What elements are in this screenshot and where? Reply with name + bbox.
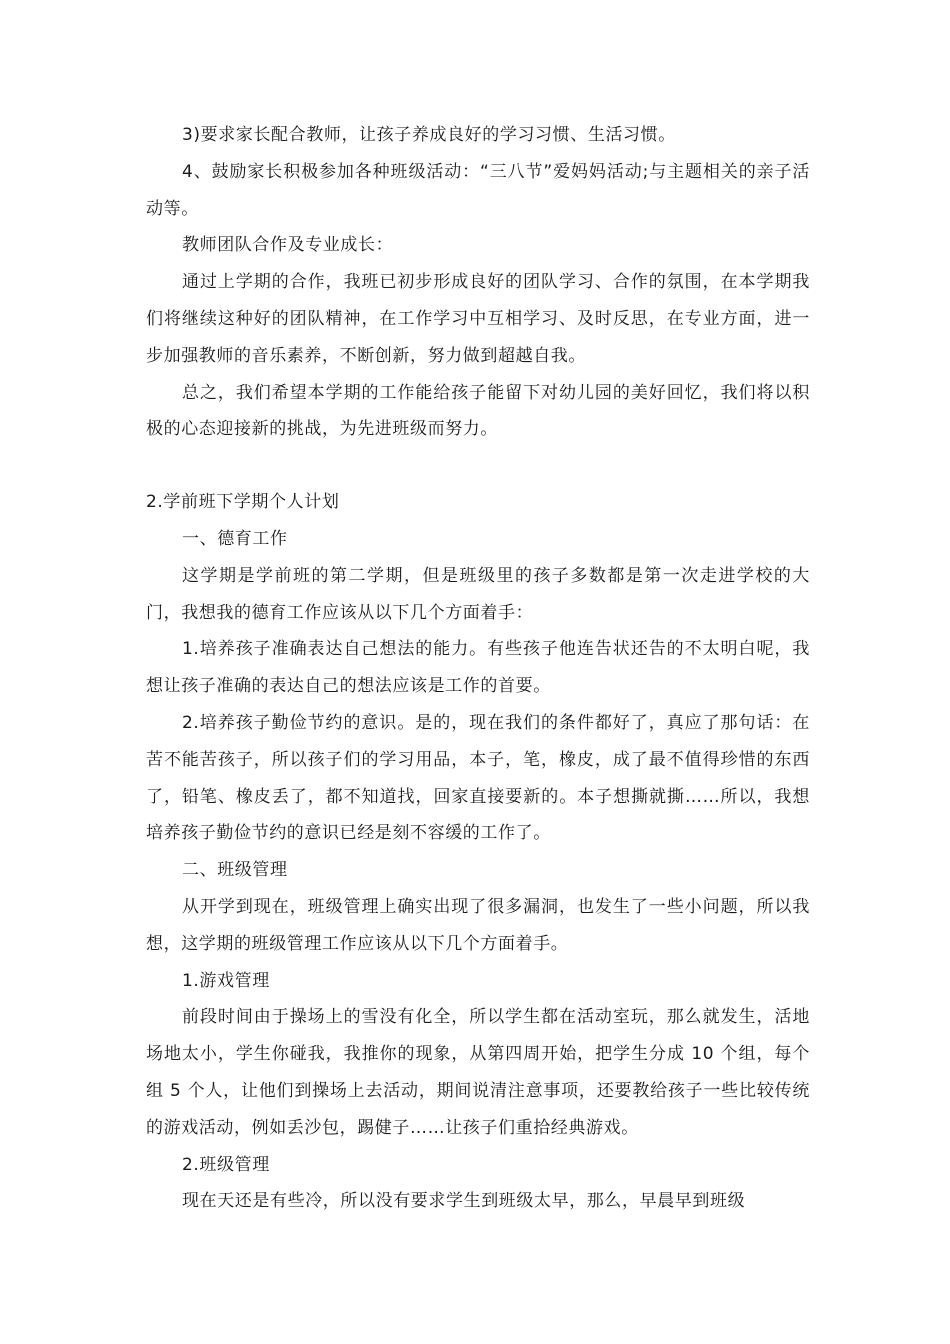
- paragraph: 4、鼓励家长积极参加各种班级活动：“三八节”爱妈妈活动;与主题相关的亲子活动等。: [146, 161, 810, 219]
- paragraph: 这学期是学前班的第二学期，但是班级里的孩子多数都是第一次走进学校的大门，我想我的德育工作应该从以下几个方面着手：: [146, 565, 810, 623]
- paragraph: 教师团队合作及专业成长：: [182, 235, 394, 256]
- paragraph: 2.学前班下学期个人计划: [146, 492, 340, 513]
- paragraph: 1.培养孩子准确表达自己想法的能力。有些孩子他连告状还告的不太明白呢，我想让孩子准确的表达自己的想法应该是工作的首要。: [146, 639, 810, 697]
- paragraph: 2.培养孩子勤俭节约的意识。是的，现在我们的条件都好了，真应了那句话：在苦不能苦孩子，所以孩子们的学习用品，本子，笔，橡皮，成了最不值得珍惜的东西了，铅笔、橡皮丢了，都不知道找，回家直接要新的。本子想撕就撕……所以，我想培养孩子勤俭节约的意识已经是刻不容缓的工作了。: [146, 712, 810, 844]
- paragraph: 2.班级管理: [182, 1154, 270, 1175]
- blank-line: [146, 448, 810, 484]
- paragraph: 总之，我们希望本学期的工作能给孩子能留下对幼儿园的美好回忆，我们将以积极的心态迎接新的挑战，为先进班级而努力。: [146, 382, 810, 440]
- paragraph: 二、班级管理: [182, 860, 288, 881]
- paragraph: 1.游戏管理: [182, 970, 270, 991]
- paragraph: 现在天还是有些冷，所以没有要求学生到班级太早，那么，早晨早到班级: [182, 1191, 746, 1212]
- paragraph: 通过上学期的合作，我班已初步形成良好的团队学习、合作的氛围，在本学期我们将继续这种好的团队精神，在工作学习中互相学习、及时反思，在专业方面，进一步加强教师的音乐素养，不断创新，努力做到超越自我。: [146, 272, 810, 366]
- paragraph: 3)要求家长配合教师，让孩子养成良好的学习习惯、生活习惯。: [182, 125, 676, 145]
- paragraph: 一、德育工作: [182, 528, 288, 549]
- paragraph: 前段时间由于操场上的雪没有化全，所以学生都在活动室玩，那么就发生，活地场地太小，学生你碰我，我推你的现象，从第四周开始，把学生分成 10 个组，每个组 5 个人，让他们到操场上去活动，期间说清注意事项，还要教给孩子一些比较传统的游戏活动，例如丢沙包，踢健子……让孩子们重拾经典游戏。: [146, 1007, 810, 1138]
- paragraph: 从开学到现在，班级管理上确实出现了很多漏洞，也发生了一些小问题，所以我想，这学期的班级管理工作应该从以下几个方面着手。: [146, 896, 810, 954]
